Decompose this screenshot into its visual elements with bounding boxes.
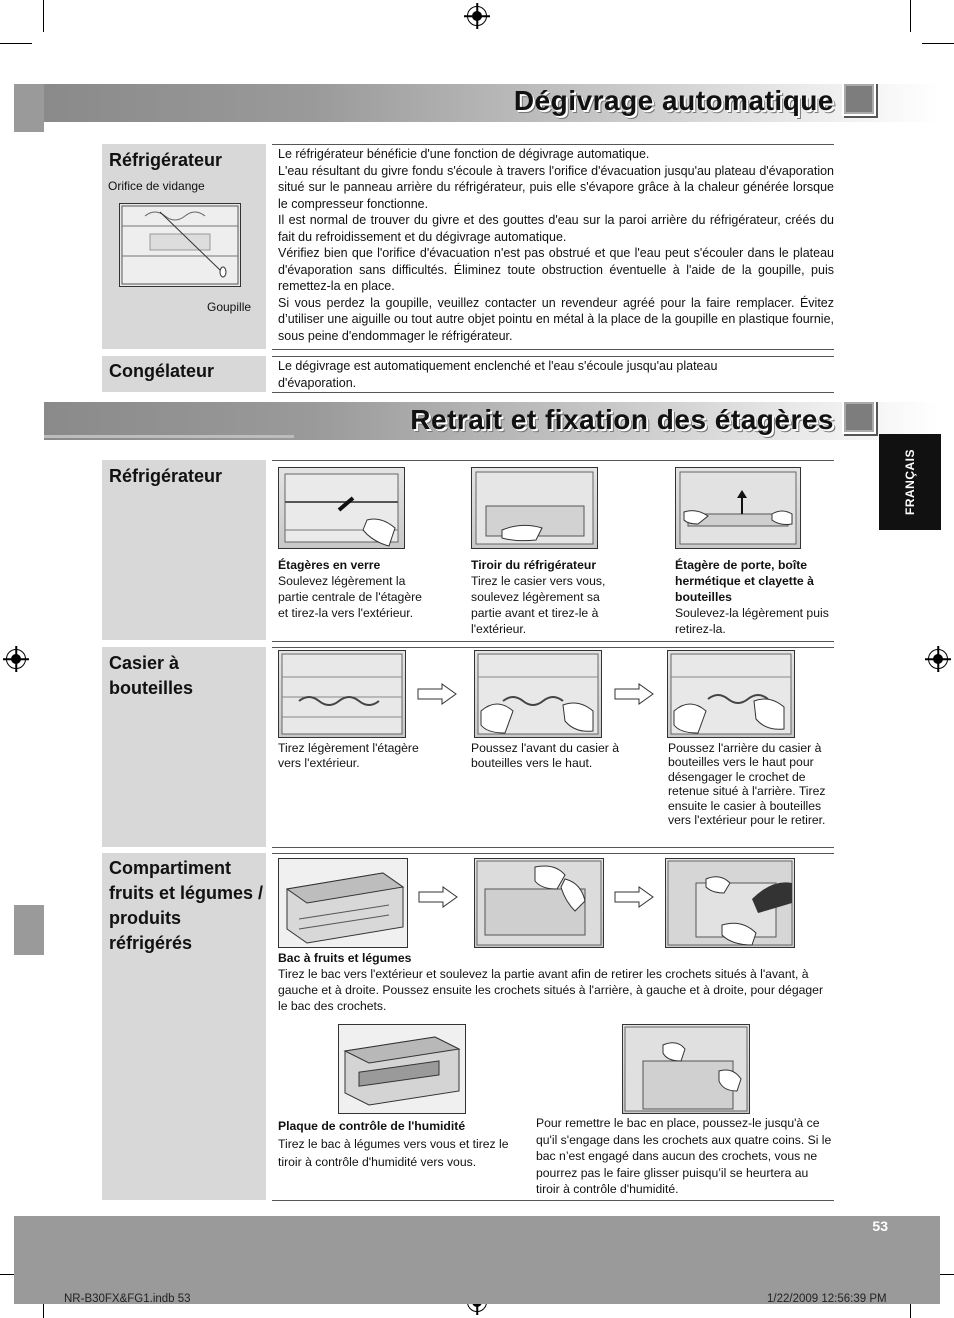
arrow-right-icon	[614, 886, 654, 908]
label-cell	[102, 356, 266, 392]
bottle-step-3: Poussez l'arrière du casier à bouteilles vers le haut pour désengager le crochet de retenue situé à l'arrière. Tirez ensuite le casier à bouteilles vers l'extérieur pour le retirer.	[668, 741, 826, 828]
caption-text: Tirez le bac à légumes vers vous et tirez le tiroir à contrôle d'humidité vers vous.	[278, 1137, 509, 1169]
glass-shelf-photo	[278, 467, 405, 549]
caption-title: Tiroir du réfrigérateur	[471, 558, 597, 572]
bottle-step-2: Poussez l'avant du casier à bouteilles vers le haut.	[471, 741, 619, 770]
crisper-photo-3	[665, 858, 795, 948]
row-label: Compartiment fruits et légumes / produits réfrigérés	[109, 858, 264, 953]
registration-mark-icon	[928, 649, 948, 669]
language-tab	[879, 434, 941, 530]
crisper-photo-1	[278, 858, 408, 948]
drawer-caption	[471, 557, 621, 637]
label-cell	[102, 460, 266, 640]
divider	[272, 460, 834, 461]
paragraph: Il est normal de trouver du givre et des gouttes d'eau sur la paroi arrière du réfrigérateur, créés du fait du refroidissement et du dégivrage automatique.	[278, 213, 834, 244]
caption-text: Soulevez-la légèrement puis retirez-la.	[675, 606, 829, 636]
crisper-caption	[278, 950, 830, 1014]
caption-title: Étagères en verre	[278, 558, 381, 572]
edge-bar	[14, 84, 44, 132]
row-label: Réfrigérateur	[109, 150, 223, 170]
page-number: 53	[872, 1218, 888, 1234]
paragraph: Vérifiez bien que l'orifice d'évacuation n'est pas obstrué et que l'eau peut s'écouler dans le plateau d'évaporation sans difficultés. Éliminez toute obstruction éventuelle à l'aide de la goupille, puis remettez-la en place.	[278, 246, 834, 293]
door-shelf-photo	[675, 467, 801, 549]
footer-bar	[14, 1216, 940, 1304]
caption-text: Soulevez légèrement la partie centrale de l'étagère et tirez-la vers l'extérieur.	[278, 574, 422, 620]
bottle-rack-photo-1	[278, 650, 406, 738]
defrost-description	[278, 146, 834, 344]
replace-caption: Pour remettre le bac en place, poussez-le jusqu'à ce qu'il s'engage dans les crochets aux quatre coins. Si le bac n’est engagé dans aucun des crochets, vous ne pourrez pas le faire glisser puisqu’il se heurtera au tiroir à contrôle d'humidité.	[536, 1116, 832, 1196]
divider	[272, 349, 834, 350]
crop-mark	[910, 0, 911, 32]
fridge-drawer-photo	[471, 467, 598, 549]
language-tab-label: FRANÇAIS	[903, 449, 917, 515]
banner-underline	[44, 435, 294, 438]
replace-drawer-photo	[622, 1024, 750, 1114]
bottle-rack-photo-3	[667, 650, 795, 738]
divider	[272, 392, 834, 393]
caption-text: Tirez le bac vers l'extérieur et soulevez la partie avant afin de retirer les crochets situés à l'avant, à gauche et à droite. Poussez ensuite les crochets situés à l'arrière, à gauche et à droite, pour dégager le bac des crochets.	[278, 967, 823, 1013]
crop-mark	[922, 43, 954, 44]
label-cell	[102, 144, 266, 349]
freezer-description: Le dégivrage est automatiquement enclenché et l'eau s'écoule jusqu'au plateau d'évaporation.	[278, 359, 718, 390]
date-slug: 1/22/2009 12:56:39 PM	[767, 1293, 887, 1305]
humidity-drawer-photo	[338, 1024, 466, 1114]
square-icon	[842, 82, 876, 116]
label-cell	[102, 853, 266, 1200]
registration-mark-icon	[6, 649, 26, 669]
paragraph: L'eau résultant du givre fondu s'écoule à travers l'orifice d'évacuation jusqu'au plateau d'évaporation situé sur le panneau arrière du réfrigérateur, puis elle s'évapore grâce à la chaleur générée lorsque le compresseur fonctionne.	[278, 163, 834, 211]
door-shelf-caption	[675, 557, 835, 637]
divider	[272, 847, 834, 848]
paragraph: Si vous perdez la goupille, veuillez contacter un revendeur agréé pour la faire remplacer. Évitez d’utiliser une aiguille ou tout autre objet pointu en métal à la place de la goupille en plastique fournie, sous peine d'endommager le réfrigérateur.	[278, 295, 834, 343]
file-slug: NR-B30FX&FG1.indb 53	[64, 1293, 191, 1305]
row-label: Réfrigérateur	[109, 466, 223, 486]
pin-label: Goupille	[207, 300, 252, 314]
caption-title: Étagère de porte, boîte hermétique et clayette à bouteilles	[675, 558, 814, 604]
divider	[272, 1200, 834, 1201]
bottle-rack-photo-2	[474, 650, 602, 738]
label-cell	[102, 647, 266, 847]
caption-title: Plaque de contrôle de l'humidité	[278, 1119, 466, 1133]
crop-mark	[43, 0, 44, 32]
bottle-step-1: Tirez légèrement l'étagère vers l'extérieur.	[278, 741, 419, 770]
drain-label: Orifice de vidange	[108, 179, 205, 193]
divider	[272, 641, 834, 642]
arrow-right-icon	[418, 886, 458, 908]
row-label: Congélateur	[109, 361, 215, 381]
divider	[272, 853, 834, 854]
divider	[272, 647, 834, 648]
crop-mark	[0, 43, 32, 44]
crisper-photo-2	[474, 858, 604, 948]
shelf-caption	[278, 557, 428, 621]
caption-title: Bac à fruits et légumes	[278, 951, 412, 965]
caption-text: Tirez le casier vers vous, soulevez légèrement sa partie avant et tirez-le à l'extérieur.	[471, 574, 606, 636]
section-banner	[44, 84, 940, 122]
row-label: Casier à bouteilles	[109, 653, 194, 698]
arrow-right-icon	[417, 683, 457, 705]
fridge-drain-illustration	[119, 203, 241, 287]
edge-bar	[14, 905, 44, 955]
section-title: Retrait et fixation des étagères	[410, 404, 834, 435]
humidity-caption	[278, 1117, 523, 1171]
registration-mark-icon	[467, 6, 487, 26]
divider	[272, 144, 834, 145]
divider	[272, 356, 834, 357]
section-title: Dégivrage automatique	[513, 85, 834, 116]
arrow-right-icon	[614, 683, 654, 705]
square-icon	[842, 400, 876, 434]
paragraph: Le réfrigérateur bénéficie d'une fonction de dégivrage automatique.	[278, 147, 650, 161]
